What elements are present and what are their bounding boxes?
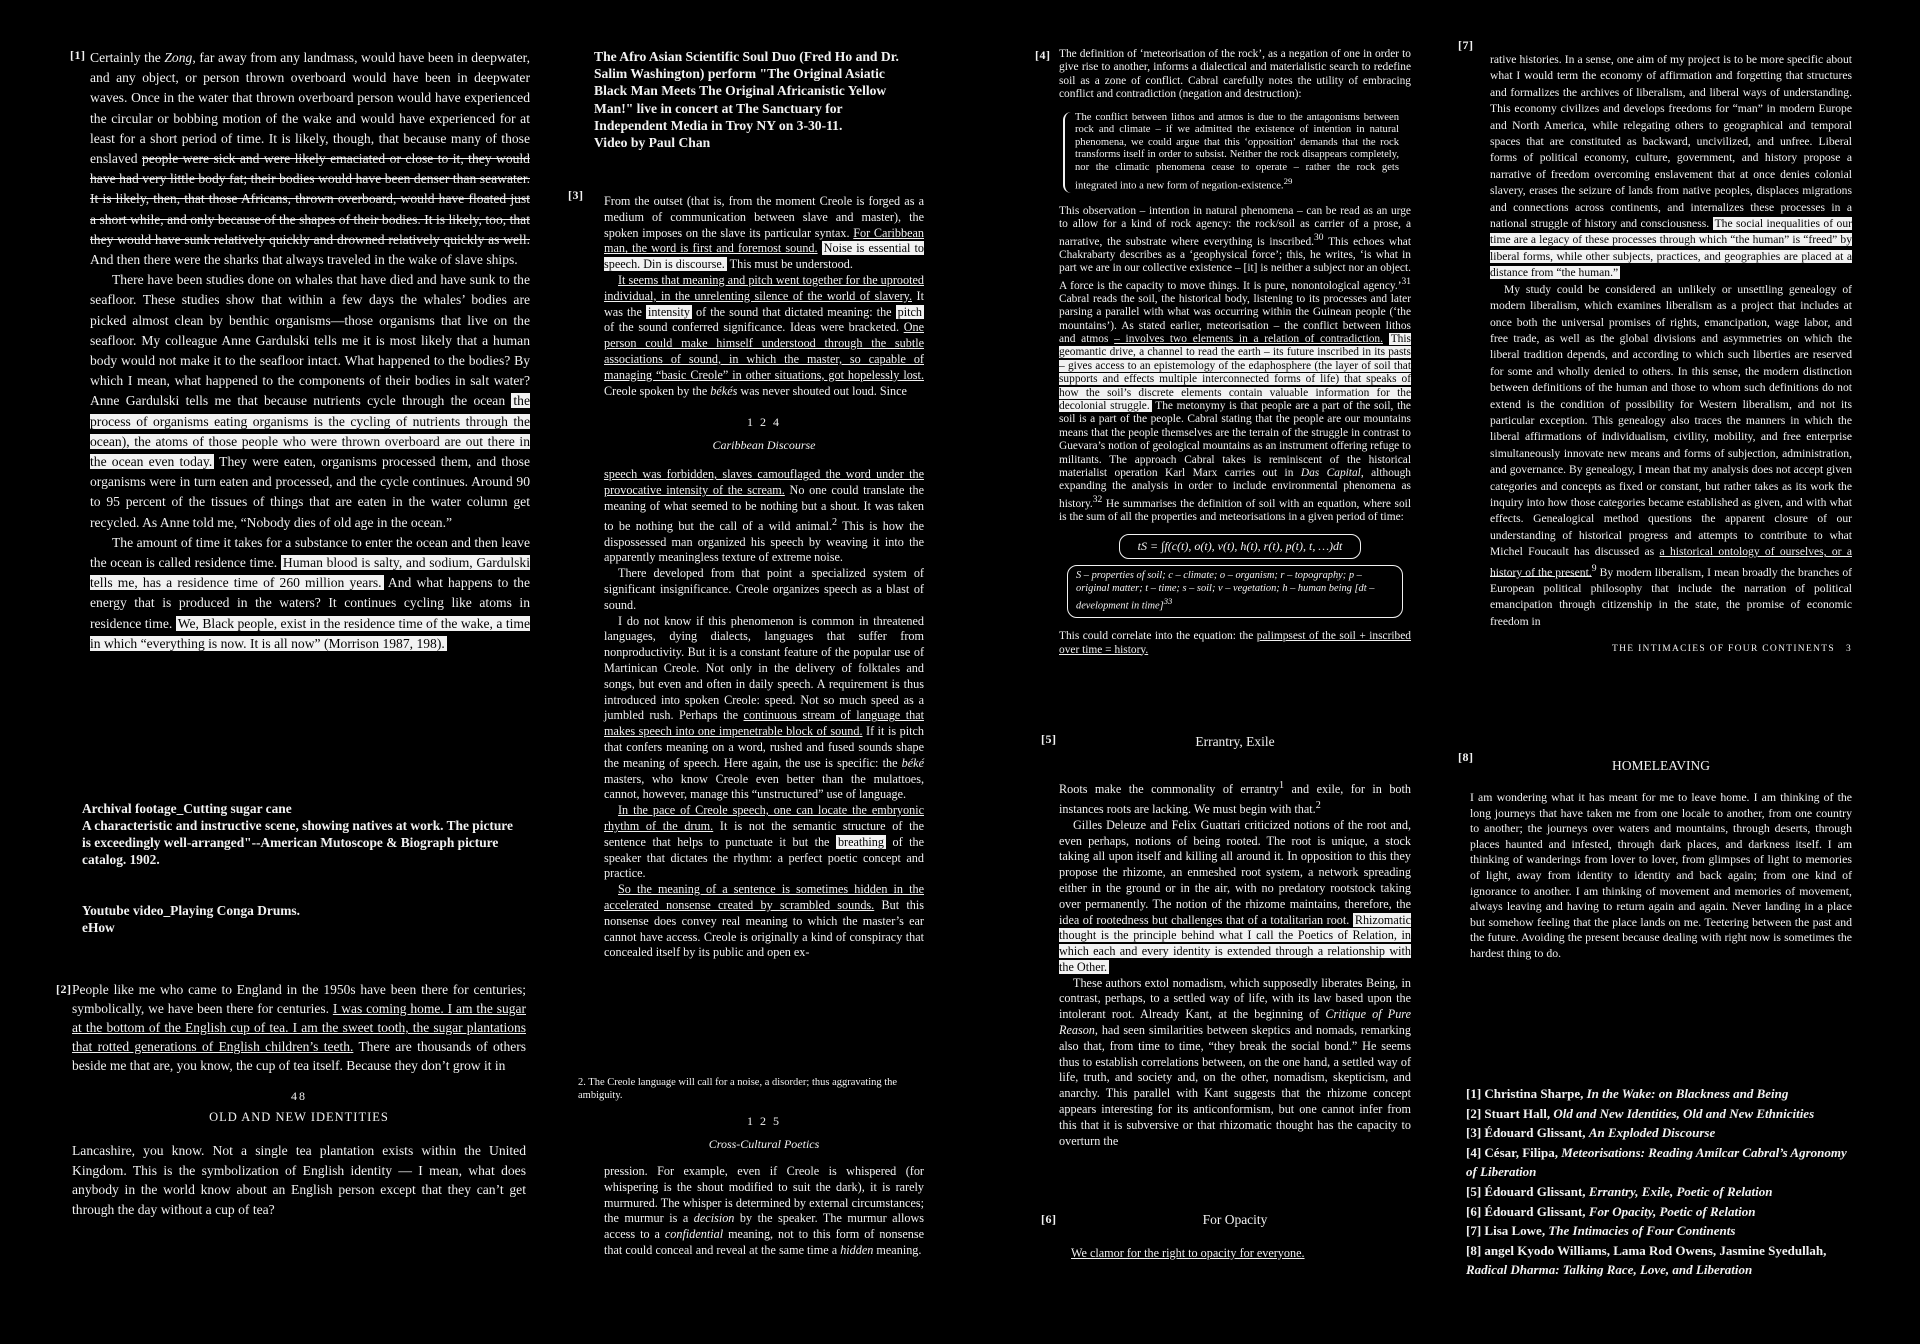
running-head: Caribbean Discourse xyxy=(712,438,816,453)
highlight: We, Black people, exist in the residence time of the wake, a time in which “everything is now. It is all now” (Morrison 1987, 198). xyxy=(90,615,530,651)
note-marker-2: [2] xyxy=(56,982,72,996)
note-marker-4: [4] xyxy=(1035,48,1051,62)
footnote: 2. The Creole language will call for a noise, a disorder; thus aggravating the ambiguity. xyxy=(578,1077,898,1101)
column-lowe-williams xyxy=(1458,0,1858,1344)
running-footer: THE INTIMACIES OF FOUR CONTINENTS 3 xyxy=(1612,644,1852,655)
reference-item: [5] Édouard Glissant, Errantry, Exile, Poetic of Relation xyxy=(1466,1183,1773,1199)
note-marker-5: [5] xyxy=(1041,732,1057,746)
errantry-excerpt: Errantry, Exile Roots make the commonality of errantry$^1$ and exile, for in both instances roots are lacking. We must begin with that.$^2$ Gilles Deleuze and Felix Guattari criticized notions of the root and, even perhaps, notions of being rooted. The root is unique, a stock taking all upon itself and killing all around it. In opposition to this they propose the rhizome, an enmeshed root system, a network spreading either in the ground or in the air, with no predatory rootstock taking over permanently. The notion of the rhizome maintains, therefore, the idea of rootedness but challenges that of a totalitarian root. Rhizomatic thought is the principle behind what I call the Poetics of Relation, in which each and every identity is extended through a relationship with the Other. These authors extol nomadism, which supposedly liberates Being, in contrast, perhaps, to a settled way of life, with its law based upon the intolerant root. Already Kant, at the beginning of Critique of Pure Reason, had seen similarities between skeptics and nomads, remarking also that, from time to time, “they break the social bond.” He seems thus to establish correlations between, on the one hand, a settled way of life, truth, and society and, on the other, nomadism, skepticism, and anarchy. This parallel with Kant suggests that the rhizome concept appears interesting for its anticonformism, but one cannot infer from this that it is subversive or that rhizomatic thought has the capacity to overturn the xyxy=(1059,734,1411,1148)
page-number: 1 2 4 xyxy=(747,415,781,430)
running-head: OLD AND NEW IDENTITIES xyxy=(209,1110,389,1124)
reference-item: [3] Édouard Glissant, An Exploded Discourse xyxy=(1466,1125,1716,1141)
section-title: HOMELEAVING xyxy=(1612,758,1710,773)
highlight: The social inequalities of our time are a legacy of these processes through which “the human” is “freed” by liberal forms, while other subjects, practices, and geographies are placed at a distance from “the human.” xyxy=(1490,217,1852,280)
running-head: Cross-Cultural Poetics xyxy=(708,1137,820,1151)
glissant-page-125: 1 2 5 Cross-Cultural Poetics pression. For example, even if Creole is whispered (for whispering is the shout modified to suit the dark), it is rarely murmured. The whisper is determined by external circumstances; the murmur is a decision by the speaker. The murmur allows access to a confidential meaning, not to this form of nonsense that could conceal and reveal at the same time a hidden meaning. xyxy=(604,1114,925,1257)
opacity-excerpt xyxy=(1059,1212,1411,1261)
note-marker-8: [8] xyxy=(1458,750,1474,764)
page-number: 48 xyxy=(291,1089,307,1103)
reference-item: [6] Édouard Glissant, For Opacity, Poetic of Relation xyxy=(1466,1203,1756,1219)
section-title: For Opacity xyxy=(1202,1212,1268,1227)
section-title: Errantry, Exile xyxy=(1195,734,1275,749)
caption-body: A characteristic and instructive scene, showing natives at work. The picture is exceedingly well-arranged"--American Mutoscope & Biograph picture catalog. 1902. xyxy=(82,818,513,867)
caption-sugar-cane xyxy=(82,800,522,868)
note-marker-1: [1] xyxy=(70,48,86,62)
hall-paragraph-2: Lancashire, you know. Not a single tea plantation exists within the United Kingdom. This is the symbolization of English identity — I mean, what does anybody in the world know about an English person except that they can’t get through the day without a cup of tea? xyxy=(72,1143,526,1217)
caption-credit: Video by Paul Chan xyxy=(594,135,711,151)
equation-legend: S – properties of soil; c – climate; o – organism; r – topography; p – original matter; t – time; s – soil; v – vegetation; h – human being [dt – development in time]$^{33}$ xyxy=(1067,565,1403,618)
note-marker-7: [7] xyxy=(1458,38,1474,52)
reference-item: [4] César, Filipa, Meteorisations: Reading Amílcar Cabral’s Agronomy of Liberation xyxy=(1466,1144,1847,1180)
column-glissant-discourse xyxy=(568,0,926,1344)
opacity-sentence: We clamor for the right to opacity for everyone. xyxy=(1071,1246,1305,1260)
caption-title: Youtube video_Playing Conga Drums. xyxy=(82,903,300,918)
caption-body: eHow xyxy=(82,920,115,935)
reference-item: [8] angel Kyodo Williams, Lama Rod Owens, Jasmine Syedullah, Radical Dharma: Talking Race, Love, and Liberation xyxy=(1466,1242,1827,1278)
caption-title: Archival footage_Cutting sugar cane xyxy=(82,801,292,816)
reference-list xyxy=(1466,1084,1856,1280)
glissant-page-124: From the outset (that is, from the moment Creole is forged as a medium of communication between slave and master), the spoken imposes on the slave its particular syntax. For Caribbean man, the word is first and foremost sound. Noise is essential to speech. Din is discourse. This must be understood. It seems that meaning and pitch went together for the uprooted individual, in the unrelenting silence of the world of slavery. It was the intensity of the sound that dictated meaning: the pitch of the sound conferred significance. Ideas were bracketed. One person could make himself understood through the subtle associations of sound, in which the master, so capable of managing “basic Creole” in other situations, got hopelessly lost. Creole spoken by the békés was never shouted out loud. Since 1 2 4 Caribbean Discourse speech was forbidden, slaves camouflaged the word under the provocative intensity of the scream. No one could translate the meaning of what seemed to be nothing but a shout. It was taken to be nothing but the call of a wild animal.$^2$ This is how the dispossessed man organized his speech by weaving it into the apparently meaningless texture of extreme noise. There developed from that point a specialized system of significant insignificance. Creole organizes speech as a blast of sound. I do not know if this phenomenon is common in threatened languages, dying dialects, languages that suffer from nonproductivity. But it is a constant feature of the popular use of Martinican Creole. Not only in the delivery of folktales and songs, but even and often in daily speech. A requirement is thus introduced into spoken Creole: speed. Not so much speed as a jumbled rush. Perhaps the continuous stream of language that makes speech into one impenetrable block of sound. If it is pitch that confers meaning on a word, rushed and fused sounds shape the meaning of speech. Here again, the use is specific: the béké masters, who know Creole even better than the mulattoes, cannot, however, manage this “unstructured” use of language. In the pace of Creole speech, one can locate the embryonic rhythm of the drum. It is not the semantic structure of the sentence that helps to punctuate it but the breathing of the speaker that dictates the rhythm: a perfect poetic concept and practice. So the meaning of a sentence is sometimes hidden in the accelerated nonsense created by scrambled sounds. But this nonsense does convey real meaning to which the master’s ear cannot have access. Creole is originally a kind of conspiracy that concealed itself by its public and open ex- xyxy=(604,194,925,960)
block-quote: The conflict between lithos and atmos is due to the antagonisms between rock and climate – if we admitted the existence of intention in natural phenomena, we could argue that this ‘opposition’ demands that the rock transforms itself in order to subsist. Neither the rock disappears completely, nor the climatic phenomena cease to operate – rather the rock gets integrated into a new form of negation-existence.$^{29}$ xyxy=(1063,112,1403,193)
sharpe-paragraph-3: The amount of time it takes for a substance to enter the ocean and then leave the ocean is called residence time. Human blood is salty, and sodium, Gardulski tells me, has a residence time of 260 million years. And what happens to the energy that is produced in the waters? It continues cycling like atoms in residence time. We, Black people, exist in the residence time of the wake, a time in which “everything is now. It is all now” (Morrison 1987, 198). xyxy=(90,534,530,651)
sharpe-excerpt xyxy=(90,48,530,654)
highlight: This geomantic drive, a channel to read the earth – its future inscribed in its pasts – gives access to an epistemology of the edaphosphere (the layer of soil that supports and effects multiple interconnected forms of life) that speaks of how the soil’s discrete elements contain valuable information for the decolonial struggle. xyxy=(1059,332,1411,412)
highlight: Noise is essential to speech. Din is discourse. xyxy=(604,241,924,272)
column-cesar-glissant xyxy=(1035,0,1415,1344)
note-marker-3: [3] xyxy=(568,188,584,202)
note-marker-6: [6] xyxy=(1041,1212,1057,1226)
soil-equation: tS = ∫f(c(t), o(t), v(t), h(t), r(t), p(t), t, …)dt xyxy=(1119,534,1361,559)
sharpe-paragraph-1: Certainly the Zong, far away from any landmass, would have been in deepwater, and any object, or person thrown overboard would have been in deepwater waves. Once in the water that thrown overboard person would have experienced the circular or bobbing motion of the wake and would have experienced for at least for a short period of time. It is likely, though, that because many of those enslaved people were sick and were likely emaciated or close to it, they would have had very little body fat; their bodies would have been denser than seawater. It is likely, then, that those Africans, thrown overboard, would have floated just a short while, and only because of the shapes of their bodies. It is likely, too, that they would have sunk relatively quickly and drowned relatively quickly as well. And then there were the sharks that always traveled in the wake of slave ships. xyxy=(90,50,530,268)
reference-item: [2] Stuart Hall, Old and New Identities, Old and New Ethnicities xyxy=(1466,1105,1815,1121)
cesar-excerpt: The definition of ‘meteorisation of the rock’, as a negation of one in order to give rise to another, informs a dialectical and materialistic search to redefine soil as a zone of conflict. Cabral carefully notes the utility of embracing conflict and contradiction (negation and destruction): The conflict between lithos and atmos is due to the antagonisms between rock and climate – if we admitted the existence of intention in natural phenomena, we could argue that this ‘opposition’ demands that the rock transforms itself in order to subsist. Neither the rock disappears completely, nor the climatic phenomena cease to operate – rather the rock gets integrated into a new form of negation-existence.$^{29}$ This observation – intention in natural phenomena – can be read as an urge to allow for a kind of rock agency: the rock/soil as carrier of a prose, a narrative, the substrate where everything is inscribed.$^{30}$ This echoes what Chakrabarty describes as a ‘geophysical force’; this, he writes, ‘is what in part we are in our collective existence – [it] is neither a subject nor an object. A force is the capacity to move things. It is pure, nonontological agency.’$^{31}$ Cabral reads the soil, the historical body, listening to its processes and later parsing a parallel with what was occurring within the Guinean people (‘the mountains’). As stated earlier, meteorisation – the conflict between lithos and atmos – involves two elements in a relation of contradiction. This geomantic drive, a channel to read the earth – its future inscribed in its pasts – gives access to an epistemology of the edaphosphere (the layer of soil that supports and effects multiple interconnected forms of life) that speaks of how the soil’s discrete elements contain valuable information for the decolonial struggle. The metonymy is that people are a part of the soil, the soil is a part of the people. Cabral stating that the people are our mountains means that the people themselves are the terrain of the struggle in contrast to Guevara’s notion of geological mountains as an instrument offering refuge to militants. The approach Cabral takes is reminiscent of the historical materialist operation Karl Marx carries out in Das Capital, although expanding the analysis in order to include environmental phenomena as history.$^{32}$ He summarises the definition of soil with an equation, where soil is the sum of all the properties and meteorisations in a given period of time: tS = ∫f(c(t), o(t), v(t), h(t), r(t), p(t), t, …)dt S – properties of soil; c – climate; o – organism; r – topography; p – original matter; t – time; s – soil; v – vegetation; h – human being [dt – development in time]$^{33}$ This could correlate into the equation: the palimpsest of the soil + inscribed over time = history. xyxy=(1059,48,1412,656)
reference-item: [1] Christina Sharpe, In the Wake: on Blackness and Being xyxy=(1466,1086,1789,1101)
hall-paragraph-1: People like me who came to England in the 1950s have been there for centuries; symbolically, we have been there for centuries. I was coming home. I am the sugar at the bottom of the English cup of tea. I am the sweet tooth, the sugar plantations that rotted generations of English children’s teeth. There are thousands of others beside me that are, you know, the cup of tea itself. Because they don’t grow it in xyxy=(72,982,526,1073)
reference-item: [7] Lisa Lowe, The Intimacies of Four Continents xyxy=(1466,1223,1736,1239)
caption-conga xyxy=(82,902,522,936)
sharpe-paragraph-2: There have been studies done on whales that have died and have sunk to the seafloor. These studies show that within a few days the whales’ bodies are picked almost clean by benthic organisms—those organisms that live on the seafloor. My colleague Anne Gardulski tells me it is most likely that a human body would not make it to the seafloor intact. What happened to the bodies? By which I mean, what happened to the components of their bodies in salt water? Anne Gardulski tells me that because nutrients cycle through the ocean the process of organisms eating organisms is the cycling of nutrients through the ocean), the atoms of those people who were thrown overboard are out there in the ocean even today. They were eaten, organisms processed them, and those organisms were in turn eaten and processed, and the cycle continues. Around 90 to 95 percent of the tissues of things that are eaten in the water column get recycled. As Anne told me, “Nobody dies of old age in the ocean.” xyxy=(90,272,530,530)
page-number: 1 2 5 xyxy=(747,1114,781,1128)
homeleaving-excerpt: HOMELEAVING I am wondering what it has meant for me to leave home. I am thinking of the long journeys that have taken me from one locale to another, from one country to another; the journeys over waters and mountains, through deserts, through places haunted and infested, through dark places, and darkness itself. I am thinking of wanderings from lover to lover, from glimpses of light to memories of light, away from identity to identity and back again; from one kind of ignorance to another. I am thinking of movement and memories of movement, always leaving and having to return again and again. Never landing in a place but somehow feeling that the place lands on me. Teetering between the past and the future. Avoiding the present because dealing with right now is sometimes the hardest thing to do. xyxy=(1470,758,1852,960)
caption-afro-asian-duo xyxy=(594,48,914,151)
highlight: the process of organisms eating organisms is the cycling of nutrients through the ocean), the atoms of those people who were thrown overboard are out there in the ocean even today. xyxy=(90,393,530,470)
highlight: Human blood is salty, and sodium, Gardulski tells me, has a residence time of 260 million years. xyxy=(90,555,530,591)
caption-title: The Afro Asian Scientific Soul Duo (Fred Ho and Dr. Salim Washington) perform "The Original Asiatic Black Man Meets The Original Africanistic Yellow Man!" live in concert at The Sanctuary for Independent Media in Troy NY on 3-30-11. xyxy=(594,49,899,133)
highlight: Rhizomatic thought is the principle behind what I call the Poetics of Relation, in which each and every identity is extended through a relationship with the Other. xyxy=(1059,912,1411,974)
lowe-excerpt: rative histories. In a sense, one aim of my project is to be more specific about what I would term the economy of affirmation and forgetting that structures and formalizes the archives of liberalism, and liberal ways of understanding. This economy civilizes and develops freedoms for “man” in modern Europe and North America, while relegating others to geographical and temporal spaces that are constituted as backward, uncivilized, and unfree. Liberal forms of political economy, culture, government, and history propose a narrative of freedom overcoming enslavement that at once denies colonial slavery, erases the seizure of lands from native peoples, displaces migrations and connections across continents, and internalizes these processes in a national struggle of history and consciousness. The social inequalities of our time are a legacy of these processes through which “the human” is “freed” by liberal forms, while other subjects, practices, and geographies are placed at a distance from “the human.” My study could be considered an unlikely or unsettling genealogy of modern liberalism, which examines liberalism as a project that includes at once both the universal promises of rights, emancipation, wage labor, and free trade, as well as the global divisions and asymmetries on which the liberal tradition depends, and according to which such liberties are reserved for some and wholly denied to others. In this sense, the modern distinction between definitions of the human and those to whom such definitions do not extend is the condition of possibility for Western liberalism, and not its particular exception. This genealogy also traces the manners in which the liberal affirmations of individualism, civility, mobility, and free enterprise simultaneously innovate new means and forms of subjection, administration, and governance. By genealogy, I mean that my analysis does not accept given categories and concepts as fixed or constant, but rather takes as its work the inquiry into how those categories became established as given, and with what effects. Genealogical method questions the apparent closure of our understanding of historical progress and attempts to contribute to what Michel Foucault has discussed as a historical ontology of ourselves, or a history of the present.$^9$ By modern liberalism, I mean broadly the branches of European political philosophy that include the narration of political emancipation through citizenship in the state, the promise of economic freedom in THE INTIMACIES OF FOUR CONTINENTS 3 xyxy=(1490,53,1852,655)
column-sharpe-hall xyxy=(56,0,530,1344)
hall-excerpt xyxy=(72,980,526,1219)
